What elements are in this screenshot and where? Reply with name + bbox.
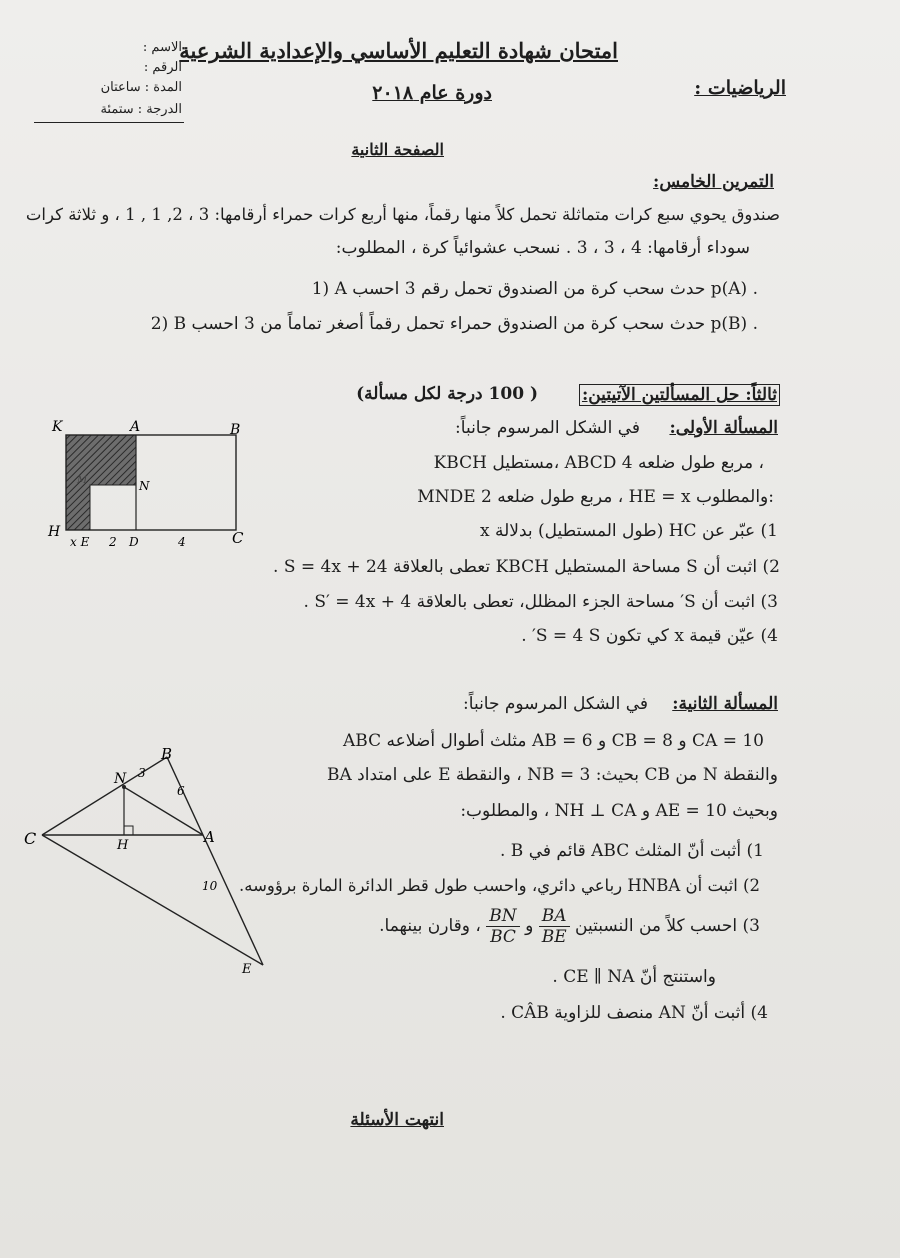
fig2-length-ab: 6 [177,784,185,798]
fig2-label-c: C [24,829,37,848]
number-label: الرقم : [143,60,182,75]
problem2-line3: وبحيث AE = 10 و NH ⊥ CA ، والمطلوب: [460,801,778,821]
q3-end-text: ، وقارن بينهما. [379,916,481,936]
end-of-questions: انتهت الأسئلة [350,1110,444,1130]
subject: الرياضيات : [694,77,786,99]
problem1-title: المسألة الأولى: [669,418,778,438]
fraction-ba-be [539,906,570,947]
fig2-label-n: N [114,771,127,787]
fig1-label-a: A [130,419,141,435]
problem2-q1: 1) أثبت أنّ المثلث ABC قائم في B . [499,841,764,861]
exercise5-line2: سوداء أرقامها: 4 ، 3 ، 3 . نسحب عشوائياً كرة ، المطلوب: [335,238,750,258]
fig1-label-h: H [48,524,61,540]
meta-underline [34,122,184,123]
frac2-denominator: BC [490,927,516,947]
q3-and-text: و [525,916,534,936]
fig2-label-e: E [242,962,252,977]
problem2-line1: ABC مثلث أطوال أضلاعه AB = 6 و CB = 8 و CA = 10 [343,731,764,751]
problem1-q2: 2) اثبت أن S مساحة المستطيل KBCH تعطى بالعلاقة S = 4x + 24 . [273,557,780,577]
fig1-label-d: D [129,535,139,549]
problem2-line2: والنقطة N من CB بحيث: NB = 3 ، والنقطة E على امتداد BA [326,765,778,785]
frac1-denominator: BE [541,927,567,947]
fig1-length-2: 2 [109,535,117,549]
exercise5-q2: 2) B حدث سحب كرة من الصندوق حمراء تحمل رقماً أصغر تماماً من 3 احسب p(B) . [150,314,758,334]
session: دورة عام ٢٠١٨ [372,82,492,104]
frac1-numerator: BA [539,906,570,927]
section3-title: ثالثاً: حل المسألتين الآتيتين: [579,384,780,406]
exercise5-q1: 1) A حدث سحب كرة من الصندوق تحمل رقم 3 احسب p(A) . [311,279,758,299]
page-label: الصفحة الثانية [351,140,444,159]
problem1-line2: MNDE مربع طول ضلعه 2 ، HE = x والمطلوب: [417,487,774,507]
fraction-bn-bc [486,906,519,947]
problem2-q4: 4) أثبت أنّ AN منصف للزاوية CÂB . [500,1003,768,1023]
exercise5-title: التمرين الخامس: [653,172,774,192]
exercise5-line1: صندوق يحوي سبع كرات متماثلة تحمل كلاً منها رقماً، منها أربع كرات حمراء أرقامها: 3 ، 2, 1 , 1 ، و ثلاثة كرات [25,205,780,224]
duration-label: المدة : ساعتان [100,80,182,95]
fig1-label-c: C [232,529,244,547]
problem2-q2: 2) اثبت أن HNBA رباعي دائري، واحسب طول قطر الدائرة المارة برؤوسه. [238,876,760,895]
fig2-label-a: A [204,828,215,846]
problem1-line1: KBCH مستطيل، ABCD مربع طول ضلعه 4 ، [433,453,764,473]
section3-points: ( 100 درجة لكل مسألة) [356,384,538,404]
problem2-title: المسألة الثانية: [672,694,778,714]
problem2-intro: في الشكل المرسوم جانباً: [463,694,648,714]
figure1-diagram [40,415,260,555]
fig2-length-ae: 10 [202,879,218,893]
exam-title: امتحان شهادة التعليم الأساسي والإعدادية الشرعية [179,38,618,63]
frac2-numerator: BN [486,906,519,927]
name-label: الاسم : [142,40,182,55]
problem2-q3b: واستنتج أنّ CE ∥ NA . [552,967,716,987]
problem1-q4: 4) عيّن قيمة x كي تكون S = 4 S′ . [521,626,778,646]
problem1-q1: 1) عبّر عن HC (طول المستطيل) بدلالة x [479,521,778,541]
fig1-label-n: N [139,479,150,493]
fig1-length-4: 4 [178,535,186,549]
figure2-diagram [20,745,280,985]
figure2-side-cb [42,757,167,835]
fig1-label-xe: x E [70,535,90,549]
fig2-length-nb: 3 [138,766,146,780]
fig1-label-k: K [52,419,63,435]
grade-label: الدرجة : ستمئة [100,102,182,117]
q3-start-text: 3) احسب كلاً من النسبتين [575,916,760,936]
problem1-intro: في الشكل المرسوم جانباً: [455,418,640,438]
fig1-label-b: B [230,422,241,438]
fig2-label-h: H [117,838,129,853]
figure2-line-na [124,787,203,835]
problem2-q3 [379,906,760,947]
figure2-line-ce [42,835,263,965]
fig1-label-m: M [77,475,88,486]
figure2-right-angle-mark [124,826,133,835]
fig2-label-b: B [161,745,173,763]
problem1-q3: 3) اثبت أن S′ مساحة الجزء المظلل، تعطى بالعلاقة S′ = 4x + 4 . [303,592,778,612]
